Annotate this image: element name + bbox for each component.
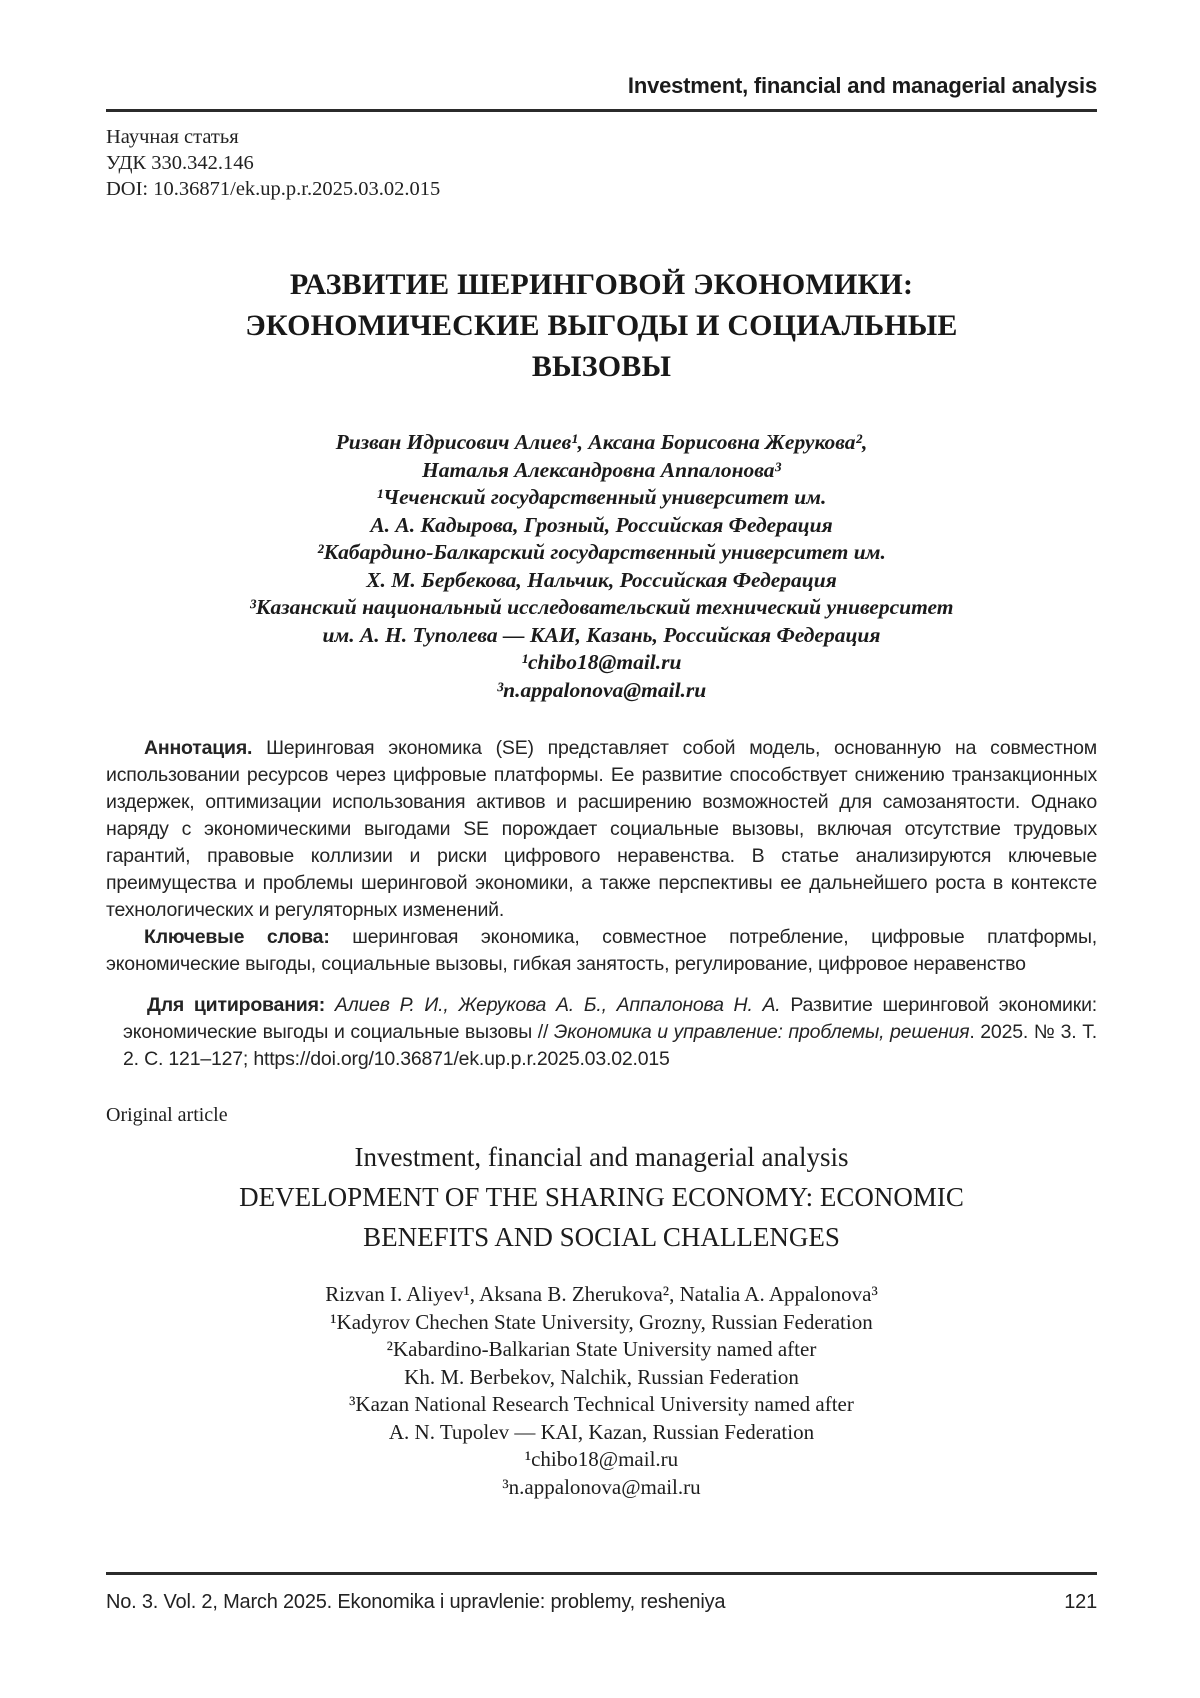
citation-tail: . 2025. № 3. Т. 2. С. 121–127; https://doi.org/10.36871/ek.up.p.r.2025.03.02.015 (123, 1021, 1097, 1070)
citation-title: Развитие шеринговой экономики: экономические выгоды и социальные вызовы // (123, 994, 1097, 1043)
abstract-paragraph (106, 735, 1097, 924)
article-title-en (106, 1177, 1097, 1257)
affiliation-ru-line: Х. М. Бербекова, Нальчик, Российская Федерация (366, 567, 837, 592)
article-title-en-line: DEVELOPMENT OF THE SHARING ECONOMY: ECONOMIC (239, 1182, 964, 1212)
authors-ru-line: Ризван Идрисович Алиев¹, Аксана Борисовна Жерукова², (335, 430, 868, 454)
author-email: ³n.appalonova@mail.ru (502, 1474, 701, 1499)
section-title-en: Investment, financial and managerial analysis (354, 1142, 849, 1172)
affiliation-ru-line: им. А. Н. Туполева — КАИ, Казань, Российская Федерация (322, 622, 881, 647)
affiliation-en-line: A. N. Tupolev — KAI, Kazan, Russian Federation (388, 1419, 815, 1444)
affiliation-ru-line: А. А. Кадырова, Грозный, Российская Федерация (370, 512, 833, 537)
udc-number: УДК 330.342.146 (106, 152, 254, 174)
citation-authors: Алиев Р. И., Жерукова А. Б., Аппалонова Н. А. (334, 994, 791, 1016)
article-title-en-line: BENEFITS AND SOCIAL CHALLENGES (363, 1222, 840, 1252)
article-type-en: Original article (106, 1104, 228, 1126)
abstract-text: Шеринговая экономика (SE) представляет собой модель, основанную на совместном использовании ресурсов через цифровые платформы. Ее развитие способствует снижению транзакционных издержек, оптимизации использования активов и расширению возможностей для самозанятости. Однако наряду с экономическими выгодами SE порождает социальные вызовы, включая отсутствие трудовых гарантий, правовые коллизии и риски цифрового неравенства. В статье анализируются ключевые преимущества и проблемы шеринговой экономики, а также перспективы ее дальнейшего роста в контексте технологических и регуляторных изменений. (106, 737, 1098, 921)
affiliation-ru-line: ²Кабардино-Балкарский государственный университет им. (317, 540, 886, 564)
citation-journal: Экономика и управление: проблемы, решения (553, 1021, 970, 1043)
affiliation-ru-line: ¹Чеченский государственный университет им. (376, 485, 827, 509)
authors-affiliations-en (106, 1281, 1097, 1501)
header-rule (106, 109, 1097, 112)
affiliation-ru-line: ³Казанский национальный исследовательский технический университет (249, 595, 954, 619)
article-title-ru-line: ВЫЗОВЫ (531, 350, 672, 383)
keywords-paragraph (106, 924, 1097, 978)
article-title-ru-line: РАЗВИТИЕ ШЕРИНГОВОЙ ЭКОНОМИКИ: (289, 268, 914, 301)
citation-label: Для цитирования: (147, 994, 335, 1016)
affiliation-en-line: ³Kazan National Research Technical University named after (349, 1392, 854, 1416)
running-head: Investment, financial and managerial analysis (627, 73, 1097, 98)
page-footer (106, 1572, 1097, 1614)
affiliation-en-line: ²Kabardino-Balkarian State University named after (386, 1337, 817, 1361)
authors-affiliations-ru (106, 429, 1097, 704)
author-email: ¹chibo18@mail.ru (524, 1447, 679, 1471)
abstract-label: Аннотация. (144, 737, 267, 759)
affiliation-en-line: ¹Kadyrov Chechen State University, Grozny, Russian Federation (330, 1309, 873, 1334)
page-number: 121 (1064, 1591, 1097, 1613)
affiliation-en-line: Kh. M. Berbekov, Nalchik, Russian Federation (404, 1364, 799, 1389)
citation-paragraph (123, 992, 1097, 1073)
footer-row (106, 1591, 1097, 1614)
authors-en-line: Rizvan I. Aliyev¹, Aksana B. Zherukova², Natalia A. Appalonova³ (325, 1282, 878, 1306)
author-email: ¹chibo18@mail.ru (521, 650, 682, 674)
article-meta (106, 124, 1097, 202)
footer-issue-info: No. 3. Vol. 2, March 2025. Ekonomika i upravlenie: problemy, resheniya (106, 1591, 726, 1613)
author-email: ³n.appalonova@mail.ru (496, 677, 707, 702)
article-title-ru-line: ЭКОНОМИЧЕСКИЕ ВЫГОДЫ И СОЦИАЛЬНЫЕ (245, 309, 958, 342)
article-type-ru: Научная статья (106, 126, 239, 148)
footer-rule (106, 1572, 1097, 1575)
authors-ru-line: Наталья Александровна Аппалонова³ (422, 457, 781, 482)
keywords-text: шеринговая экономика, совместное потребление, цифровые платформы, экономические выгоды, социальные вызовы, гибкая занятость, регулирование, цифровое неравенство (106, 926, 1098, 975)
keywords-label: Ключевые слова: (144, 926, 353, 948)
doi-line: DOI: 10.36871/ek.up.p.r.2025.03.02.015 (106, 178, 441, 200)
article-title-ru (106, 264, 1097, 387)
content-column (106, 0, 1097, 1501)
